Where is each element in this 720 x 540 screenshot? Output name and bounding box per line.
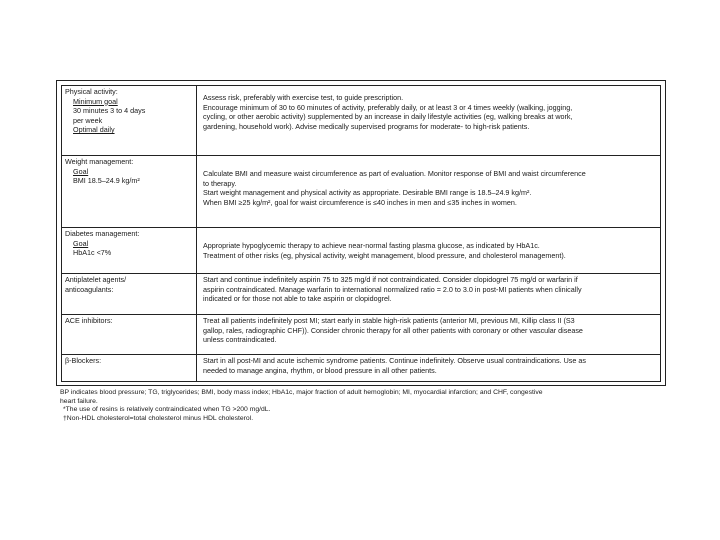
table-row-physical-activity <box>61 85 661 156</box>
recommendation-line: indicated or for those not able to take aspirin or clopidogrel. <box>203 294 392 303</box>
row-label-cell <box>62 315 197 354</box>
row-label-cell <box>62 355 197 381</box>
recommendation-line: Appropriate hypoglycemic therapy to achieve near-normal fasting plasma glucose, as indicated by HbA1c. <box>203 241 540 250</box>
row-heading: Diabetes management: <box>65 229 140 238</box>
guidelines-table <box>56 80 666 386</box>
row-recommendation-cell <box>197 228 660 273</box>
row-label-cell <box>62 86 197 155</box>
goal-value: HbA1c <7% <box>73 248 112 257</box>
table-row-beta-blockers <box>61 354 661 382</box>
footnote-line: †Non-HDL cholesterol=total cholesterol minus HDL cholesterol. <box>63 414 254 422</box>
table-row-weight-management <box>61 155 661 228</box>
row-heading: Antiplatelet agents/ <box>65 275 127 284</box>
table-footnotes <box>60 389 666 423</box>
goal-value: 30 minutes 3 to 4 days <box>73 106 146 115</box>
row-recommendation-cell <box>197 156 660 227</box>
recommendation-line: unless contraindicated. <box>203 335 277 344</box>
row-recommendation-cell <box>197 86 660 155</box>
goal-label: Minimum goal <box>73 96 118 106</box>
row-heading: Physical activity: <box>65 87 118 96</box>
recommendation-line: Calculate BMI and measure waist circumference as part of evaluation. Monitor response of BMI and waist circumference <box>203 169 586 178</box>
recommendation-line: gallop, rales, radiographic CHF)). Consider chronic therapy for all other patients with coronary or other vascular disease <box>203 325 583 335</box>
table-row-antiplatelet-agents <box>61 273 661 315</box>
recommendation-line: Treat all patients indefinitely post MI; start early in stable high-risk patients (anterior MI, previous MI, Killip class II (S3 <box>203 316 575 325</box>
row-label-cell <box>62 228 197 273</box>
goal-label: Goal <box>73 166 89 176</box>
recommendation-line: to therapy. <box>203 178 237 188</box>
row-heading: ACE inhibitors: <box>65 316 113 325</box>
recommendation-line: needed to manage angina, rhythm, or blood pressure in all other patients. <box>203 365 437 375</box>
recommendation-line: When BMI ≥25 kg/m², goal for waist circumference is ≤40 inches in men and ≤35 inches in women. <box>203 197 517 207</box>
recommendation-line: cycling, or other aerobic activity) supplemented by an increase in daily lifestyle activities (eg, walking breaks at work, <box>203 112 573 121</box>
table-row-diabetes-management <box>61 227 661 274</box>
recommendation-line: Start in all post-MI and acute ischemic syndrome patients. Continue indefinitely. Observe usual contraindications. Use as <box>203 356 586 365</box>
table-row-ace-inhibitors <box>61 314 661 355</box>
footnote-line: heart failure. <box>60 397 98 405</box>
row-label-cell <box>62 156 197 227</box>
row-label-cell <box>62 274 197 314</box>
recommendation-line: Start and continue indefinitely aspirin 75 to 325 mg/d if not contraindicated. Consider clopidogrel 75 mg/d or warfarin if <box>203 275 578 284</box>
recommendation-line: Assess risk, preferably with exercise test, to guide prescription. <box>203 93 404 102</box>
goal-label: Goal <box>73 238 89 248</box>
recommendation-line: Encourage minimum of 30 to 60 minutes of activity, preferably daily, or at least 3 or 4 times weekly (walking, jogging, <box>203 102 573 112</box>
footnote-line: *The use of resins is relatively contraindicated when TG >200 mg/dL. <box>63 406 271 414</box>
recommendation-line: Start weight management and physical activity as appropriate. Desirable BMI range is 18.5–24.9 kg/m². <box>203 188 532 197</box>
row-recommendation-cell <box>197 315 660 354</box>
row-heading: β-Blockers: <box>65 356 102 365</box>
row-heading: Weight management: <box>65 157 134 166</box>
row-recommendation-cell <box>197 274 660 314</box>
goal-value: BMI 18.5–24.9 kg/m² <box>73 176 140 185</box>
recommendation-line: Treatment of other risks (eg, physical activity, weight management, blood pressure, and cholesterol management). <box>203 250 566 260</box>
footnote-line: BP indicates blood pressure; TG, triglycerides; BMI, body mass index; HbA1c, major fraction of adult hemoglobin; MI, myocardial infarction; and CHF, congestive <box>60 389 543 396</box>
goal-label: Optimal daily <box>73 125 115 134</box>
row-recommendation-cell <box>197 355 660 381</box>
recommendation-line: gardening, household work). Advise medically supervised programs for moderate- to high-risk patients. <box>203 121 530 131</box>
recommendation-line: aspirin contraindicated. Manage warfarin to international normalized ratio = 2.0 to 3.0 in post-MI patients when clinically <box>203 284 582 294</box>
goal-value: per week <box>73 115 103 125</box>
row-heading: anticoagulants: <box>65 284 114 294</box>
